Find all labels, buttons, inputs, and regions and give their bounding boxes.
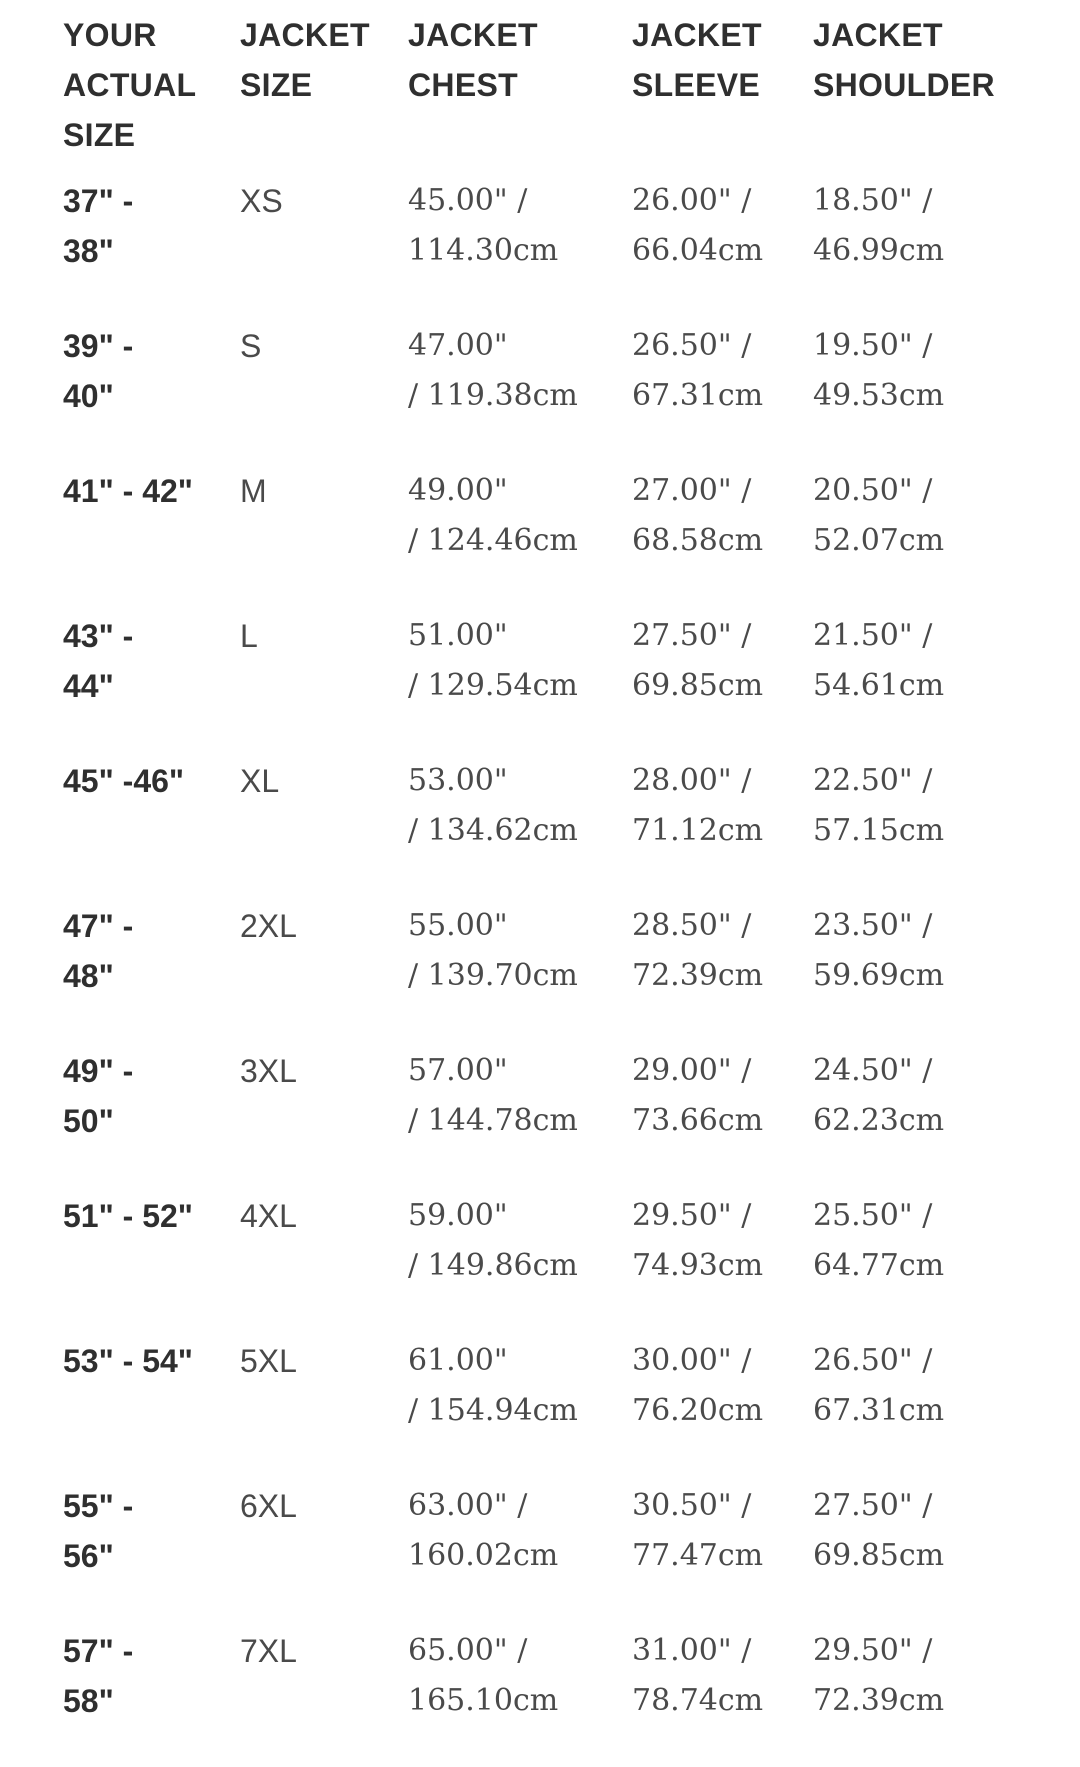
cell-actual-size — [63, 172, 240, 317]
table-row — [63, 1042, 1063, 1187]
cell-line: 49.53cm — [813, 378, 945, 413]
cell-jacket-chest — [408, 462, 632, 607]
cell-jacket-chest — [408, 752, 632, 897]
cell-line: 71.12cm — [632, 813, 764, 848]
header-line: SHOULDER — [813, 67, 995, 103]
table-row — [63, 462, 1063, 607]
cell-line: 28.00" / — [632, 763, 752, 798]
cell-line: 76.20cm — [632, 1393, 764, 1428]
cell-jacket-size: 3XL — [240, 1053, 297, 1089]
cell-line: 73.66cm — [632, 1103, 764, 1138]
cell-jacket-sleeve — [632, 897, 813, 1042]
cell-line: 40" — [63, 378, 114, 414]
cell-jacket-shoulder — [813, 607, 1063, 752]
cell-line: 25.50" / — [813, 1198, 933, 1233]
cell-line: 53.00" — [408, 763, 508, 798]
cell-line: 24.50" / — [813, 1053, 933, 1088]
cell-line: 66.04cm — [632, 233, 764, 268]
cell-line: 49.00" — [408, 473, 508, 508]
cell-line: 29.00" / — [632, 1053, 752, 1088]
cell-line: 52.07cm — [813, 523, 945, 558]
cell-line: 43" - — [63, 618, 134, 654]
cell-line: 38" — [63, 233, 114, 269]
cell-line: 41" - 42" — [63, 473, 193, 509]
cell-jacket-chest — [408, 897, 632, 1042]
cell-actual-size — [63, 317, 240, 462]
cell-line: 37" - — [63, 183, 134, 219]
cell-line: 72.39cm — [632, 958, 764, 993]
cell-line: 69.85cm — [813, 1538, 945, 1573]
cell-actual-size — [63, 897, 240, 1042]
cell-line: 114.30cm — [408, 233, 559, 268]
header-line: YOUR — [63, 17, 157, 53]
cell-jacket-shoulder — [813, 172, 1063, 317]
table-row — [63, 1622, 1063, 1767]
cell-line: 29.50" / — [632, 1198, 752, 1233]
cell-jacket-shoulder — [813, 752, 1063, 897]
table-row — [63, 1477, 1063, 1622]
cell-jacket-sleeve — [632, 1187, 813, 1332]
cell-line: 72.39cm — [813, 1683, 945, 1718]
cell-line: 45.00" / — [408, 183, 528, 218]
cell-jacket-size: L — [240, 618, 258, 654]
table-row — [63, 317, 1063, 462]
size-chart-table — [63, 0, 1063, 1767]
cell-line: 65.00" / — [408, 1633, 528, 1668]
cell-jacket-shoulder — [813, 1187, 1063, 1332]
cell-line: 69.85cm — [632, 668, 764, 703]
table-row — [63, 1332, 1063, 1477]
cell-jacket-chest — [408, 1477, 632, 1622]
header-line: JACKET — [408, 17, 538, 53]
cell-jacket-size: 2XL — [240, 908, 297, 944]
cell-line: 78.74cm — [632, 1683, 764, 1718]
cell-line: 160.02cm — [408, 1538, 559, 1573]
cell-jacket-shoulder — [813, 1042, 1063, 1187]
cell-jacket-size: S — [240, 328, 262, 364]
cell-line: / 144.78cm — [408, 1103, 578, 1138]
table-row — [63, 172, 1063, 317]
header-line: SIZE — [63, 117, 136, 153]
cell-line: 77.47cm — [632, 1538, 764, 1573]
cell-line: 44" — [63, 668, 114, 704]
cell-line: / 129.54cm — [408, 668, 578, 703]
cell-line: 28.50" / — [632, 908, 752, 943]
cell-line: 26.50" / — [813, 1343, 933, 1378]
cell-line: / 119.38cm — [408, 378, 578, 413]
cell-jacket-shoulder — [813, 897, 1063, 1042]
table-header — [63, 0, 1063, 172]
cell-jacket-chest — [408, 172, 632, 317]
table-row — [63, 607, 1063, 752]
cell-line: 51" - 52" — [63, 1198, 193, 1234]
cell-line: / 134.62cm — [408, 813, 578, 848]
header-row — [63, 0, 1063, 172]
cell-jacket-chest — [408, 1187, 632, 1332]
cell-actual-size — [63, 1187, 240, 1332]
cell-line: 47.00" — [408, 328, 508, 363]
cell-line: 51.00" — [408, 618, 508, 653]
table-row — [63, 752, 1063, 897]
cell-jacket-sleeve — [632, 317, 813, 462]
cell-line: 29.50" / — [813, 1633, 933, 1668]
cell-jacket-shoulder — [813, 1622, 1063, 1767]
cell-line: 48" — [63, 958, 114, 994]
cell-jacket-sleeve — [632, 1332, 813, 1477]
cell-jacket-sleeve — [632, 1477, 813, 1622]
header-line: JACKET — [632, 17, 762, 53]
header-line: JACKET — [240, 17, 370, 53]
cell-line: 26.00" / — [632, 183, 752, 218]
cell-line: 49" - — [63, 1053, 134, 1089]
cell-line: 47" - — [63, 908, 134, 944]
header-line: SLEEVE — [632, 67, 761, 103]
cell-jacket-sleeve — [632, 607, 813, 752]
cell-jacket-chest — [408, 1042, 632, 1187]
cell-line: 50" — [63, 1103, 114, 1139]
cell-line: 62.23cm — [813, 1103, 945, 1138]
cell-actual-size — [63, 1477, 240, 1622]
cell-line: 30.00" / — [632, 1343, 752, 1378]
cell-actual-size — [63, 1332, 240, 1477]
cell-line: 74.93cm — [632, 1248, 764, 1283]
cell-line: 67.31cm — [813, 1393, 945, 1428]
cell-line: / 154.94cm — [408, 1393, 578, 1428]
cell-line: 63.00" / — [408, 1488, 528, 1523]
cell-line: 21.50" / — [813, 618, 933, 653]
cell-line: 46.99cm — [813, 233, 945, 268]
cell-jacket-sleeve — [632, 1622, 813, 1767]
cell-line: 55.00" — [408, 908, 508, 943]
cell-line: 27.50" / — [632, 618, 752, 653]
cell-line: 45" -46" — [63, 763, 185, 799]
table-body — [63, 172, 1063, 1767]
cell-jacket-size: XS — [240, 183, 283, 219]
cell-jacket-chest — [408, 1332, 632, 1477]
cell-line: 55" - — [63, 1488, 134, 1524]
header-actual-size — [63, 0, 240, 172]
header-line: JACKET — [813, 17, 943, 53]
cell-actual-size — [63, 1042, 240, 1187]
cell-line: 39" - — [63, 328, 134, 364]
cell-actual-size — [63, 462, 240, 607]
cell-jacket-shoulder — [813, 1332, 1063, 1477]
cell-line: 20.50" / — [813, 473, 933, 508]
header-line: CHEST — [408, 67, 518, 103]
cell-jacket-sleeve — [632, 462, 813, 607]
header-line: ACTUAL — [63, 67, 197, 103]
cell-line: 57" - — [63, 1633, 134, 1669]
cell-line: 54.61cm — [813, 668, 945, 703]
header-jacket-size — [240, 0, 408, 172]
cell-line: 67.31cm — [632, 378, 764, 413]
cell-jacket-chest — [408, 1622, 632, 1767]
cell-jacket-size: 4XL — [240, 1198, 297, 1234]
cell-line: 22.50" / — [813, 763, 933, 798]
cell-line: 59.69cm — [813, 958, 945, 993]
cell-jacket-sleeve — [632, 172, 813, 317]
cell-jacket-sleeve — [632, 1042, 813, 1187]
cell-jacket-shoulder — [813, 317, 1063, 462]
cell-line: 57.00" — [408, 1053, 508, 1088]
cell-jacket-shoulder — [813, 1477, 1063, 1622]
cell-actual-size — [63, 607, 240, 752]
cell-jacket-size: M — [240, 473, 267, 509]
cell-jacket-chest — [408, 317, 632, 462]
cell-jacket-chest — [408, 607, 632, 752]
header-line: SIZE — [240, 67, 313, 103]
header-jacket-shoulder — [813, 0, 1063, 172]
cell-line: 26.50" / — [632, 328, 752, 363]
cell-line: 59.00" — [408, 1198, 508, 1233]
cell-actual-size — [63, 1622, 240, 1767]
cell-jacket-size: 5XL — [240, 1343, 297, 1379]
cell-line: 23.50" / — [813, 908, 933, 943]
cell-line: 27.00" / — [632, 473, 752, 508]
cell-line: 53" - 54" — [63, 1343, 193, 1379]
header-jacket-chest — [408, 0, 632, 172]
cell-line: 27.50" / — [813, 1488, 933, 1523]
cell-line: 56" — [63, 1538, 114, 1574]
cell-line: / 139.70cm — [408, 958, 578, 993]
cell-line: 30.50" / — [632, 1488, 752, 1523]
cell-line: 57.15cm — [813, 813, 945, 848]
cell-jacket-size: 6XL — [240, 1488, 297, 1524]
header-jacket-sleeve — [632, 0, 813, 172]
cell-line: 18.50" / — [813, 183, 933, 218]
cell-line: 64.77cm — [813, 1248, 945, 1283]
cell-line: / 149.86cm — [408, 1248, 578, 1283]
cell-line: 19.50" / — [813, 328, 933, 363]
table-row — [63, 1187, 1063, 1332]
cell-line: 68.58cm — [632, 523, 764, 558]
cell-actual-size — [63, 752, 240, 897]
cell-line: 58" — [63, 1683, 114, 1719]
cell-line: 31.00" / — [632, 1633, 752, 1668]
cell-line: / 124.46cm — [408, 523, 578, 558]
cell-jacket-size: 7XL — [240, 1633, 297, 1669]
cell-jacket-shoulder — [813, 462, 1063, 607]
cell-line: 165.10cm — [408, 1683, 559, 1718]
cell-jacket-sleeve — [632, 752, 813, 897]
table-row — [63, 897, 1063, 1042]
cell-line: 61.00" — [408, 1343, 508, 1378]
cell-jacket-size: XL — [240, 763, 280, 799]
